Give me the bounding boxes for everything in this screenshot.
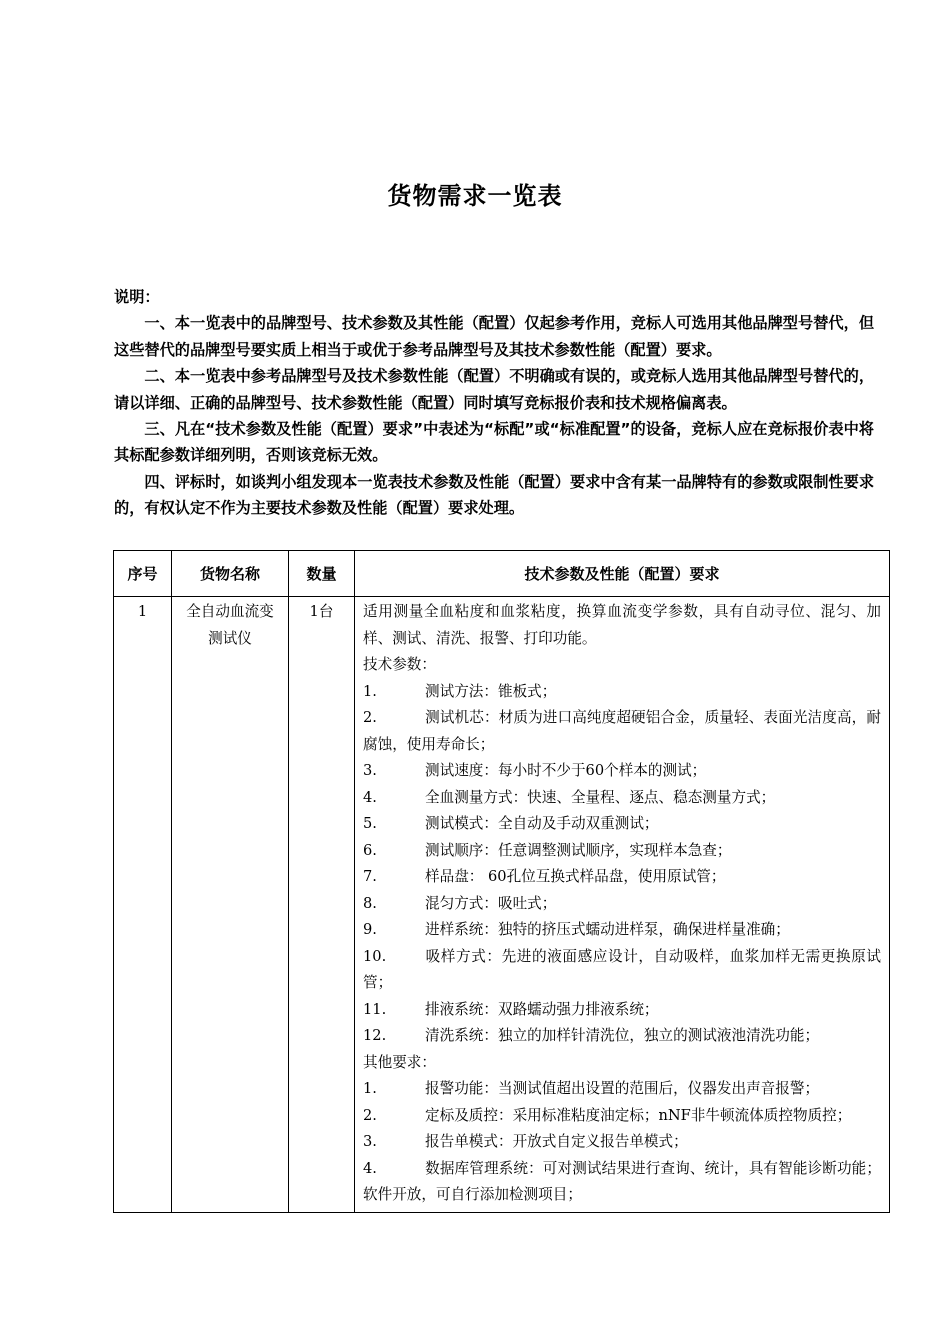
tech-param-item-number: 8. — [363, 894, 377, 912]
table-row — [114, 597, 890, 1213]
tech-param-item-number: 2. — [363, 709, 377, 726]
other-req-item-text: 报告单模式：开放式自定义报告单模式； — [425, 1133, 688, 1150]
tech-param-item — [363, 891, 881, 918]
cell-spec — [355, 597, 890, 1213]
tech-param-item-text: 测试模式：全自动及手动双重测试； — [425, 815, 659, 832]
tech-param-item-number: 7. — [363, 868, 377, 885]
header-name: 货物名称 — [172, 551, 289, 597]
other-req-item-number: 1. — [363, 1080, 377, 1097]
tech-param-item — [363, 997, 881, 1024]
cell-name: 全自动血流变测试仪 — [172, 597, 289, 1213]
cell-qty: 1台 — [289, 597, 355, 1213]
tech-param-item-text: 吸样方式：先进的液面感应设计，自动吸样，血浆加样无需更换原试管； — [363, 947, 881, 991]
tech-param-item — [363, 917, 881, 944]
other-req-item-number: 3. — [363, 1133, 377, 1150]
other-req-item — [363, 1103, 881, 1130]
header-spec: 技术参数及性能（配置）要求 — [355, 551, 890, 597]
other-req-item-number: 4. — [363, 1159, 377, 1177]
requirements-table — [113, 550, 890, 1213]
tech-param-item — [363, 944, 881, 997]
spec-intro: 适用测量全血粘度和血浆粘度，换算血流变学参数，具有自动寻位、混匀、加样、测试、清洗、报警、打印功能。 — [363, 603, 881, 647]
tech-param-item-text: 测试顺序：任意调整测试顺序，实现样本急查； — [425, 841, 732, 859]
tech-param-item — [363, 705, 881, 758]
tech-param-item-text: 全血测量方式：快速、全量程、逐点、稳态测量方式； — [425, 788, 776, 806]
cell-no: 1 — [114, 597, 172, 1213]
note-paragraph-2: 二、本一览表中参考品牌型号及技术参数性能（配置）不明确或有误的，或竞标人选用其他品牌型号替代的，请以详细、正确的品牌型号、技术参数性能（配置）同时填写竞标报价表和技术规格偏离表。 — [114, 367, 874, 412]
tech-param-item-number: 4. — [363, 788, 377, 806]
tech-param-item-text: 测试方法：锥板式； — [425, 682, 557, 700]
tech-param-item-number: 11. — [363, 1000, 387, 1018]
header-no: 序号 — [114, 551, 172, 597]
tech-param-item-number: 6. — [363, 841, 377, 859]
other-req-item-text: 报警功能：当测试值超出设置的范围后，仪器发出声音报警； — [425, 1080, 820, 1097]
note-paragraph-1: 一、本一览表中的品牌型号、技术参数及其性能（配置）仅起参考作用，竞标人可选用其他品牌型号替代，但这些替代的品牌型号要实质上相当于或优于参考品牌型号及其技术参数性能（配置）要求。 — [114, 314, 874, 359]
table-header-row — [114, 551, 890, 597]
tech-param-item — [363, 785, 881, 812]
other-req-item-text: 数据库管理系统：可对测试结果进行查询、统计，具有智能诊断功能；软件开放，可自行添加检测项目； — [363, 1159, 881, 1203]
tech-param-item — [363, 1023, 881, 1050]
other-req-list — [363, 1076, 881, 1209]
note-paragraph-4: 四、评标时，如谈判小组发现本一览表技术参数及性能（配置）要求中含有某一品牌特有的参数或限制性要求的，有权认定不作为主要技术参数及性能（配置）要求处理。 — [114, 472, 874, 518]
tech-param-item — [363, 811, 881, 838]
other-req-item-text: 定标及质控：采用标准粘度油定标；nNF非牛顿流体质控物质控； — [425, 1106, 852, 1124]
tech-param-item-number: 10. — [363, 947, 387, 965]
tech-params-list — [363, 679, 881, 1050]
other-req-item — [363, 1076, 881, 1103]
tech-param-item-number: 5. — [363, 815, 377, 832]
tech-param-item — [363, 758, 881, 785]
other-req-item — [363, 1156, 881, 1209]
tech-param-item-text: 测试速度：每小时不少于60个样本的测试； — [425, 762, 707, 779]
tech-param-item-text: 样品盘： 60孔位互换式样品盘，使用原试管； — [425, 868, 726, 885]
tech-param-item-number: 9. — [363, 921, 377, 938]
page-title: 货物需求一览表 — [387, 182, 563, 210]
notes-label: 说明： — [114, 288, 160, 306]
tech-param-item — [363, 864, 881, 891]
tech-param-item-text: 测试机芯：材质为进口高纯度超硬铝合金，质量轻、表面光洁度高，耐腐蚀，使用寿命长； — [363, 709, 881, 753]
tech-param-item-text: 排液系统：双路蠕动强力排液系统； — [425, 1000, 659, 1018]
tech-params-label: 技术参数： — [363, 656, 436, 673]
other-req-item-number: 2. — [363, 1106, 377, 1124]
tech-param-item-number: 12. — [363, 1027, 387, 1044]
tech-param-item — [363, 679, 881, 706]
header-qty: 数量 — [289, 551, 355, 597]
note-paragraph-3: 三、凡在“技术参数及性能（配置）要求”中表述为“标配”或“标准配置”的设备，竞标人应在竞标报价表中将其标配参数详细列明，否则该竞标无效。 — [114, 420, 874, 465]
tech-param-item — [363, 838, 881, 865]
tech-param-item-text: 进样系统：独特的挤压式蠕动进样泵，确保进样量准确； — [425, 921, 790, 938]
tech-param-item-text: 混匀方式：吸吐式； — [425, 894, 557, 912]
tech-param-item-text: 清洗系统：独立的加样针清洗位，独立的测试液池清洗功能； — [425, 1027, 820, 1044]
other-req-item — [363, 1129, 881, 1156]
other-req-label: 其他要求： — [363, 1053, 436, 1071]
tech-param-item-number: 3. — [363, 762, 377, 779]
notes-section — [114, 284, 874, 522]
tech-param-item-number: 1. — [363, 682, 377, 700]
